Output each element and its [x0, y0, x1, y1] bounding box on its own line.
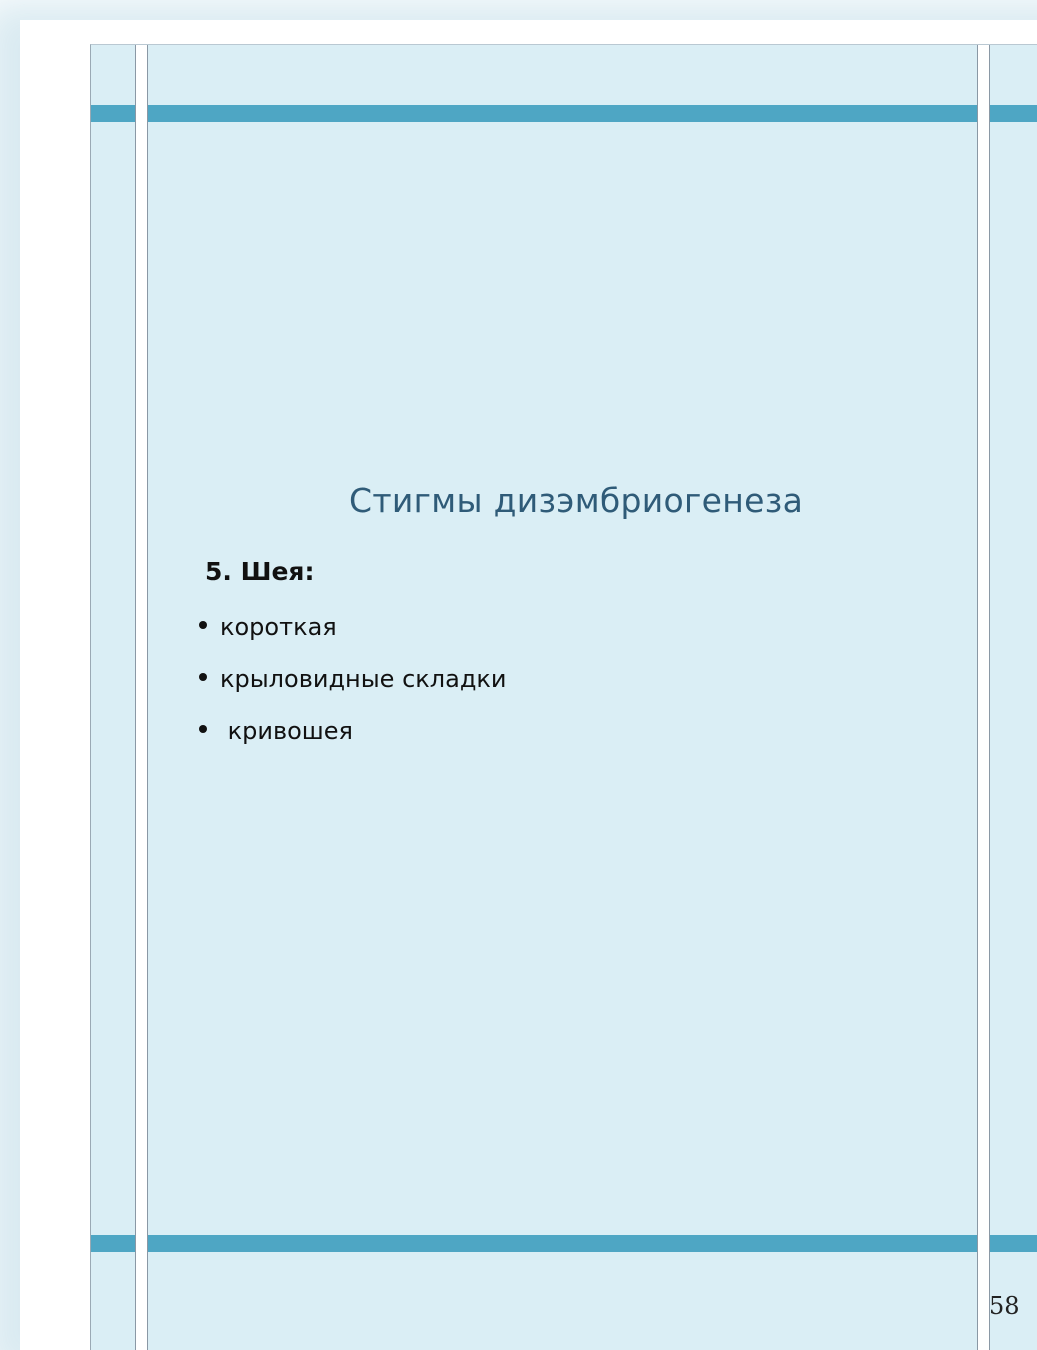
bottom-band-left: [91, 1235, 135, 1252]
right-frame-line-inner: [977, 45, 978, 1350]
bullet-icon: [199, 621, 207, 629]
bottom-band-center: [148, 1235, 977, 1252]
top-band-right: [990, 105, 1037, 122]
list-item: [199, 717, 507, 769]
bullet-icon: [199, 725, 207, 733]
right-frame-gap: [977, 45, 989, 1350]
slide-title: Стигмы дизэмбриогенеза: [349, 481, 804, 520]
right-frame-line-outer: [989, 45, 990, 1350]
slide-page: [90, 44, 1037, 1350]
list-item-text: крыловидные складки: [220, 665, 507, 693]
list-item-text: короткая: [220, 613, 337, 641]
page-number: 58: [989, 1292, 1020, 1320]
top-band-center: [148, 105, 977, 122]
bullet-icon: [199, 673, 207, 681]
top-band-left: [91, 105, 135, 122]
list-item: [199, 613, 507, 665]
left-frame-gap: [135, 45, 147, 1350]
left-frame-line-inner: [147, 45, 148, 1350]
slide-subheading: 5. Шея:: [205, 557, 315, 586]
list-item-text: кривошея: [220, 717, 353, 745]
left-frame-line-outer: [135, 45, 136, 1350]
list-item: [199, 665, 507, 717]
bottom-band-right: [990, 1235, 1037, 1252]
bullet-list: [199, 613, 507, 769]
